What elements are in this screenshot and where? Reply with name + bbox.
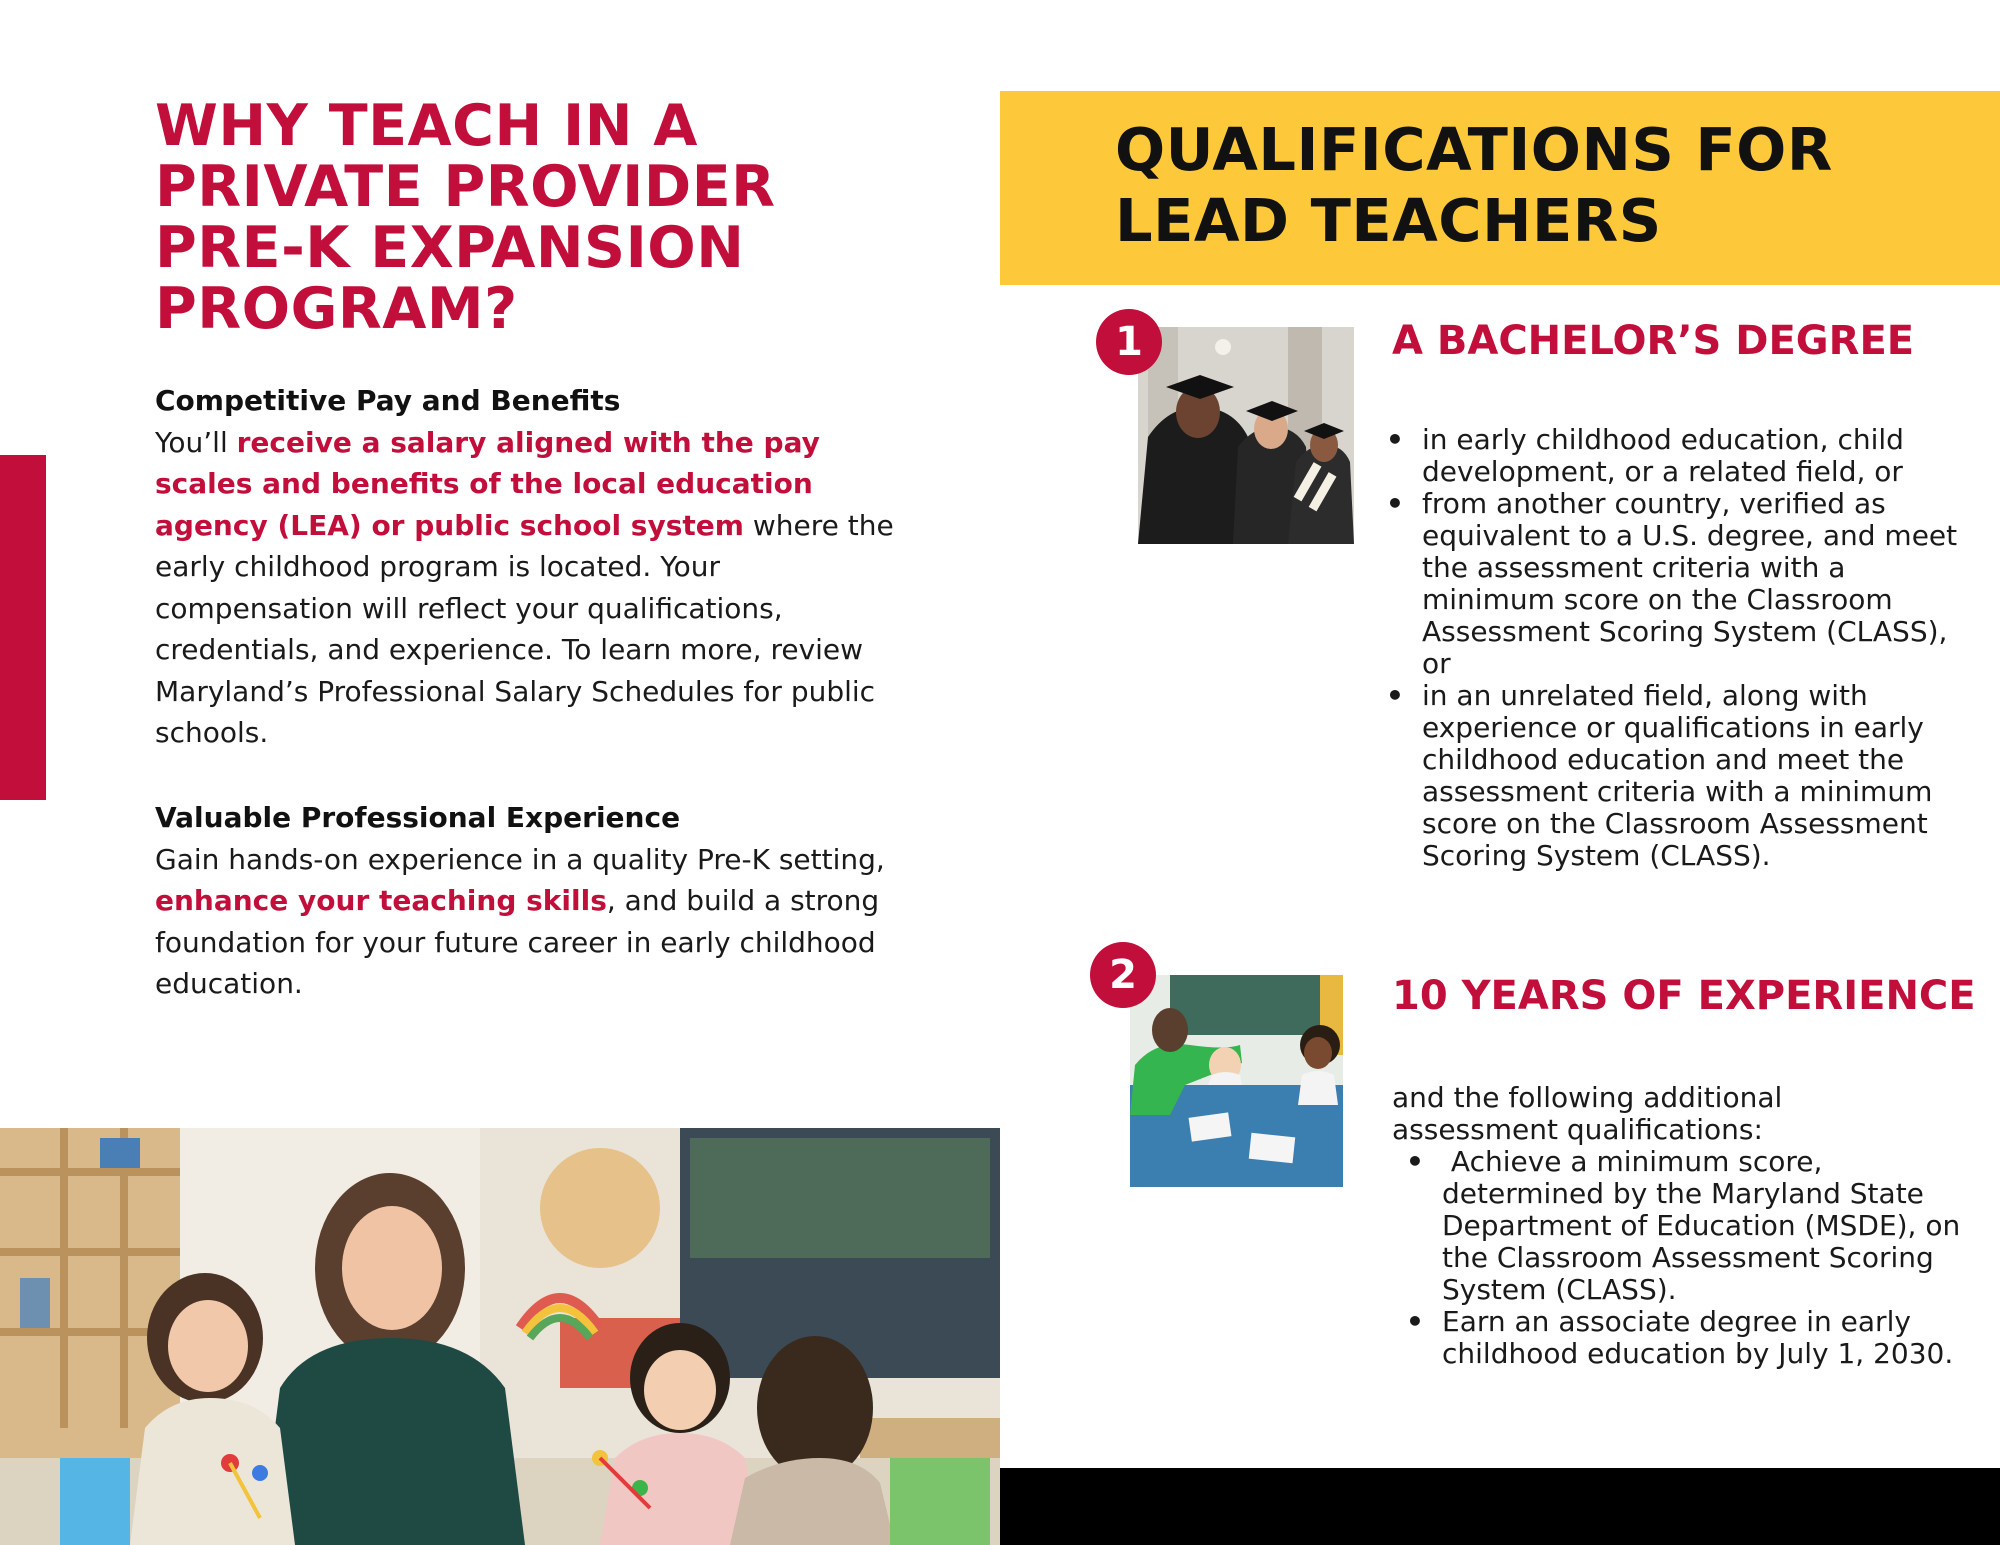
list-item [1406, 1146, 1976, 1306]
list-item [1406, 1306, 1976, 1370]
bullet-glyph: • [1386, 679, 1404, 712]
highlight-text: enhance your teaching skills [155, 884, 607, 917]
number-badge: 1 [1096, 309, 1162, 375]
list-item [1386, 424, 1976, 488]
children-at-table-photo [1130, 975, 1343, 1187]
list-item-text: Earn an associate degree in early childhood education by July 1, 2030. [1442, 1305, 1954, 1370]
body-text: Gain hands-on experience in a quality Pre-K setting, [155, 842, 885, 876]
qualification-intro: and the following additional assessment qualifications: [1392, 1081, 1783, 1146]
number-badge: 2 [1090, 942, 1156, 1008]
qualification-title: 10 YEARS OF EXPERIENCE [1392, 973, 1976, 1019]
section-competitive-pay [155, 380, 905, 754]
bullet-glyph: • [1406, 1305, 1424, 1338]
body-text: You’ll [155, 425, 237, 459]
body-text: , and build a strong foundation for your future career in early childhood education. [155, 884, 880, 1000]
classroom-photo [0, 1128, 1000, 1545]
experience-requirements-list [1406, 1146, 1976, 1370]
section-heading: Competitive Pay and Benefits [155, 384, 621, 417]
footer-band [1000, 1468, 2000, 1545]
list-item-text: Achieve a minimum score, determined by the Maryland State Department of Education (MSDE), on the Classroom Assessment Scoring System (CLASS). [1442, 1145, 1970, 1306]
graduates-photo [1138, 327, 1354, 544]
bullet-glyph: • [1386, 487, 1404, 520]
bachelor-requirements-list [1386, 424, 1976, 872]
list-item-text: in early childhood education, child development, or a related field, or [1422, 423, 1904, 488]
list-item [1386, 680, 1976, 872]
red-accent-bar [0, 455, 46, 800]
list-item-text: from another country, verified as equivalent to a U.S. degree, and meet the assessment criteria with a minimum score on the Classroom Assessment Scoring System (CLASS), or [1422, 487, 1958, 680]
bullet-glyph: • [1406, 1145, 1424, 1178]
body-text: where the early childhood program is located. Your compensation will reflect your qualifications, credentials, and experience. To learn more, review Maryland’s Professional Salary Schedules for public schools. [155, 508, 894, 749]
section-body [155, 839, 905, 1005]
page-title: WHY TEACH IN A PRIVATE PROVIDER PRE-K EXPANSION PROGRAM? [155, 93, 776, 342]
highlight-text: receive a salary aligned with the pay scales and benefits of the local education agency (LEA) or public school system [155, 425, 820, 542]
section-heading: Valuable Professional Experience [155, 801, 681, 834]
section-body [155, 422, 905, 754]
list-item [1386, 488, 1976, 680]
list-item-text: in an unrelated field, along with experience or qualifications in early childhood education and meet the assessment criteria with a minimum score on the Classroom Assessment Scoring System (CLASS). [1422, 679, 1933, 872]
bullet-glyph: • [1386, 423, 1404, 456]
qualification-title: A BACHELOR’S DEGREE [1392, 318, 1915, 364]
qualifications-title: QUALIFICATIONS FOR LEAD TEACHERS [1115, 115, 1833, 255]
section-professional-experience [155, 797, 905, 1005]
